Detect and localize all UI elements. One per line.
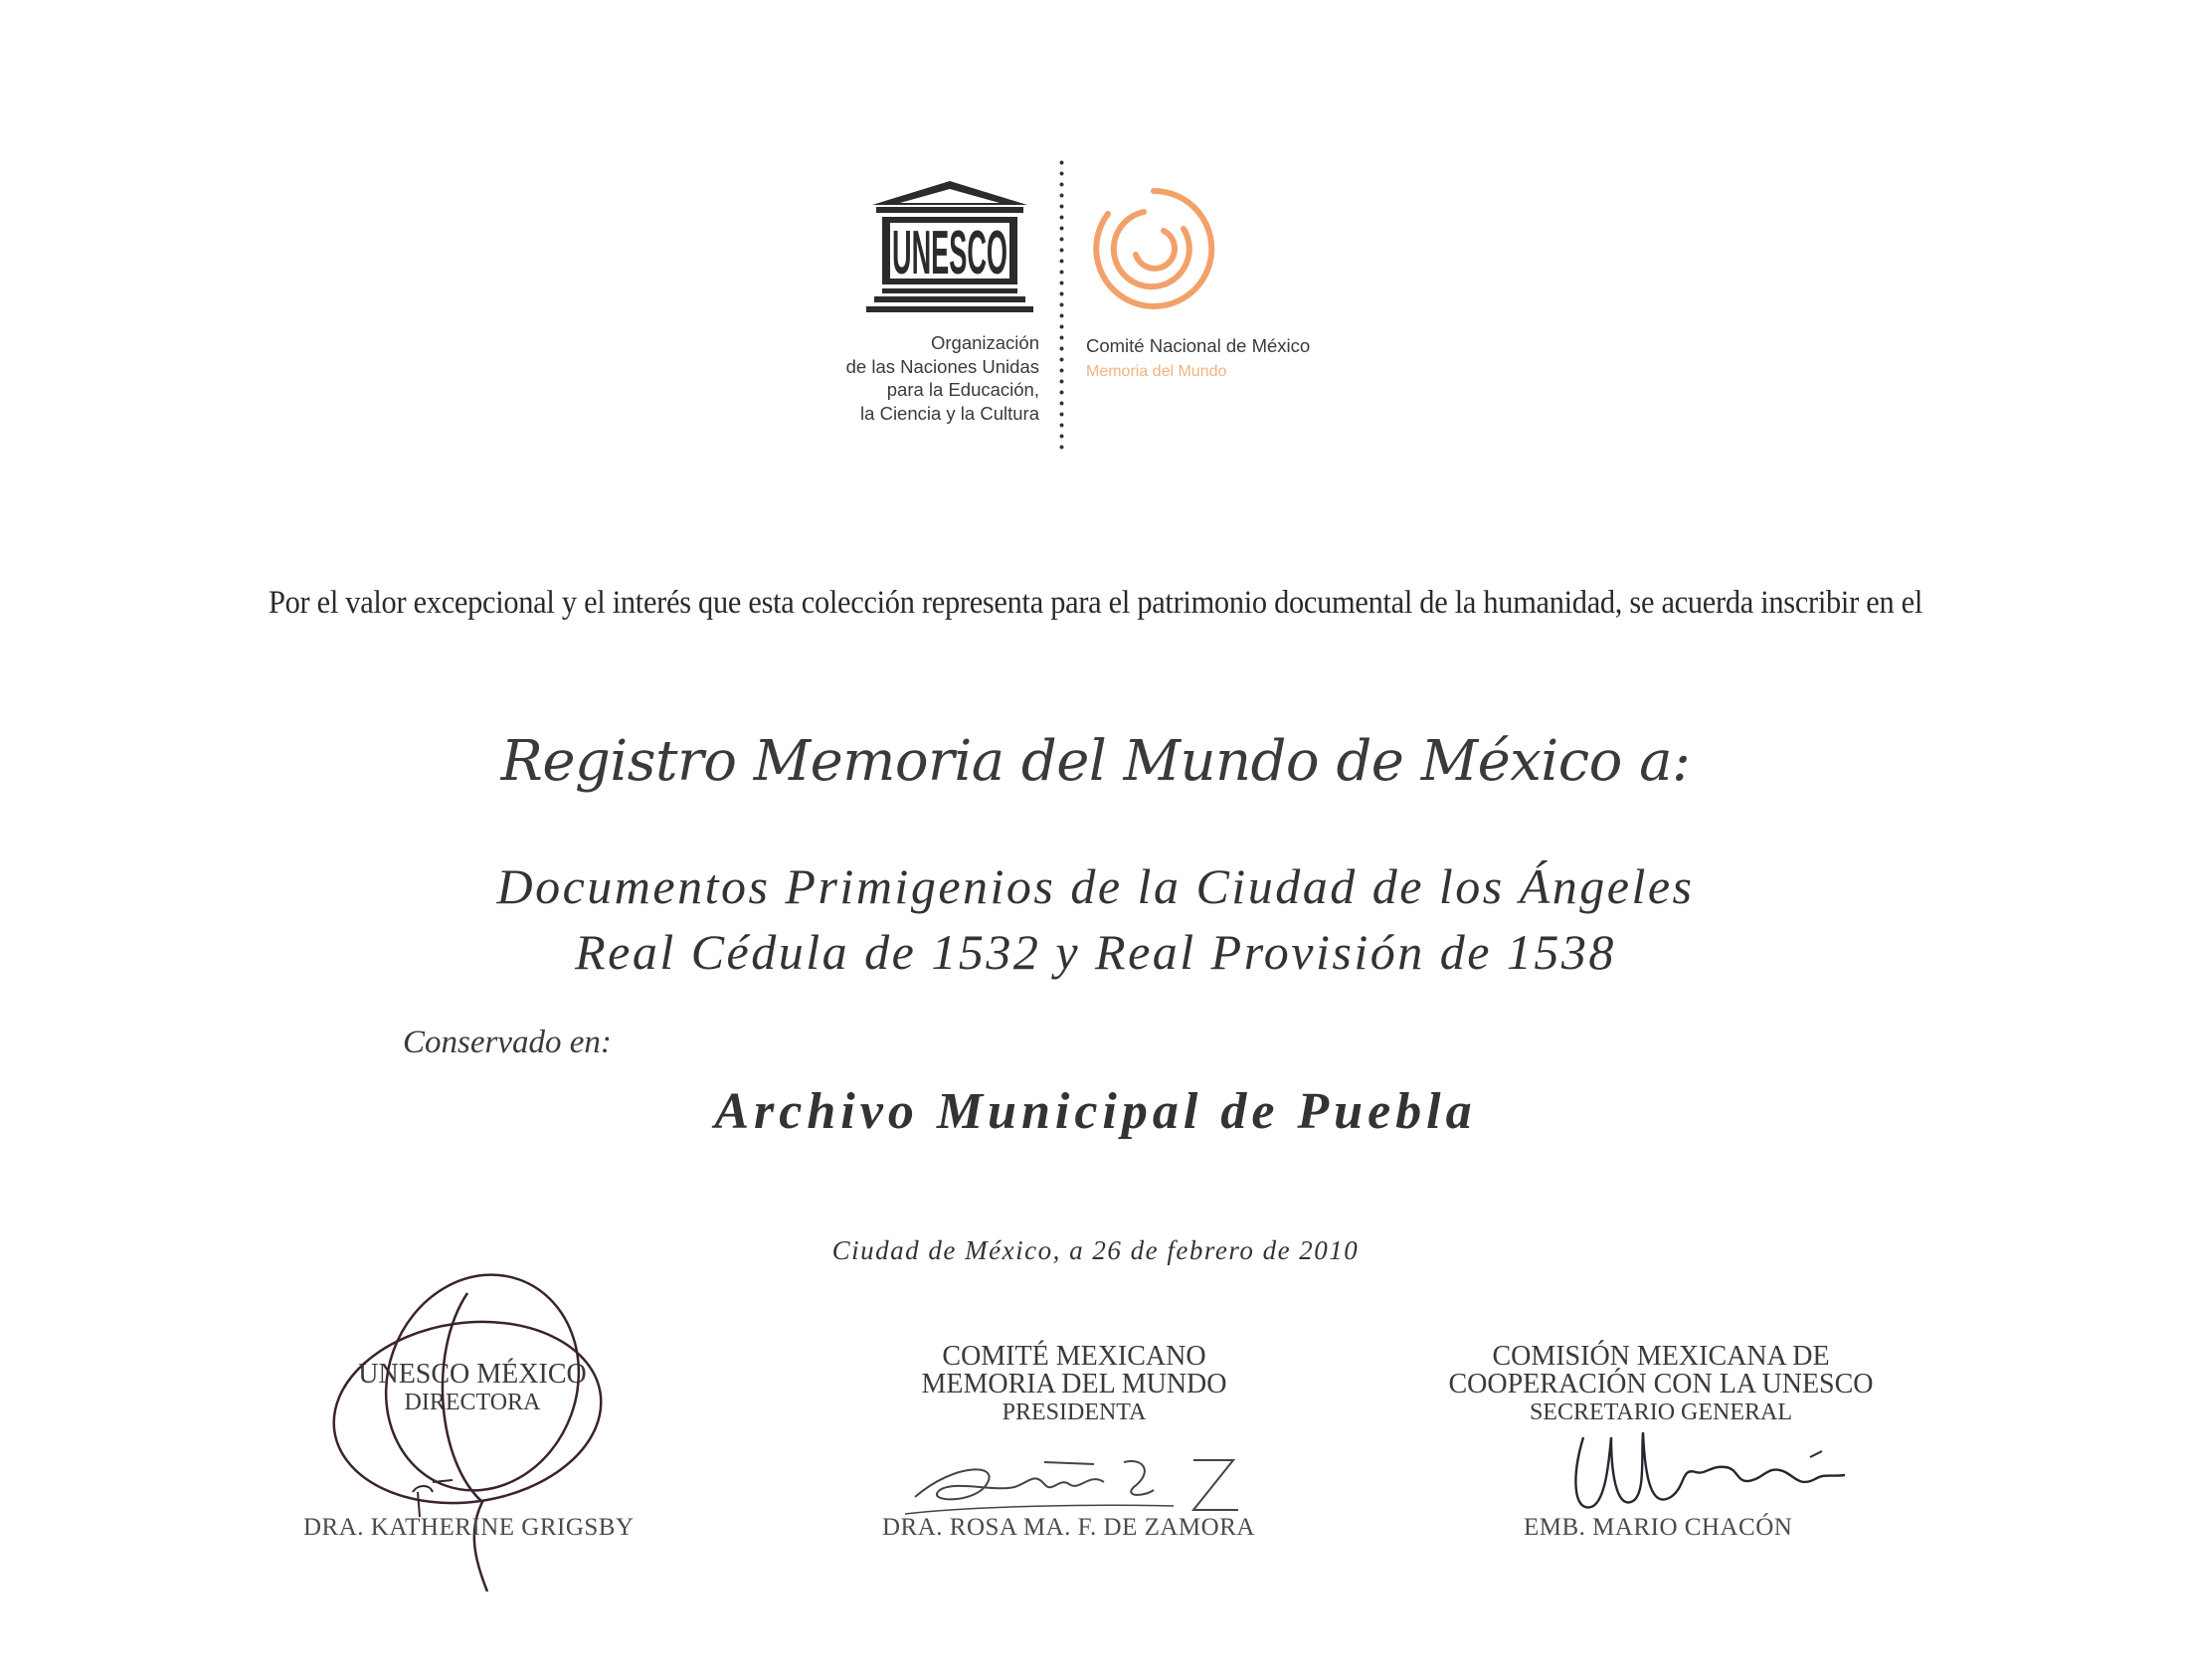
signatory-role: SECRETARIO GENERAL	[1529, 1400, 1793, 1425]
signatory-block-committee	[855, 1343, 1293, 1426]
intro-text: Por el valor excepcional y el interés que esta colección representa para el patrimonio documental de la humanidad, se acuerda inscribir en el	[268, 585, 1923, 621]
unesco-org-name	[756, 331, 1039, 425]
unesco-org-line: de las Naciones Unidas	[845, 355, 1039, 377]
signatory-block-commission	[1412, 1343, 1910, 1426]
signatory-org: MEMORIA DEL MUNDO	[921, 1369, 1227, 1400]
archive-name: Archivo Municipal de Puebla	[714, 1083, 1477, 1140]
handwritten-signature	[318, 1263, 617, 1601]
unesco-logo-text: UNESCO	[892, 219, 1007, 287]
committee-name: Comité Nacional de México	[1086, 335, 1311, 356]
unesco-org-line: para la Educación,	[886, 379, 1039, 400]
signatory-org: COMISIÓN MEXICANA DE	[1492, 1341, 1830, 1372]
committee-label	[1086, 333, 1310, 385]
dotted-separator	[1059, 157, 1064, 456]
signatory-org: UNESCO MÉXICO	[358, 1359, 587, 1390]
signatory-org: COOPERACIÓN CON LA UNESCO	[1448, 1369, 1874, 1400]
collection-line: Real Cédula de 1532 y Real Provisión de 1538	[575, 924, 1616, 980]
unesco-org-line: la Ciencia y la Cultura	[860, 402, 1039, 424]
signatory-org: COMITÉ MEXICANO	[942, 1341, 1206, 1372]
committee-subtitle: Memoria del Mundo	[1086, 363, 1227, 380]
date-line: Ciudad de México, a 26 de febrero de 2010	[831, 1235, 1360, 1265]
signatory-name: DRA. ROSA MA. F. DE ZAMORA	[882, 1514, 1255, 1541]
registry-title: Registro Memoria del Mundo de México a:	[500, 729, 1691, 794]
signatory-block-unesco	[338, 1361, 607, 1416]
handwritten-signature	[1561, 1417, 1860, 1527]
signatory-name: EMB. MARIO CHACÓN	[1524, 1514, 1793, 1541]
unesco-logo	[860, 177, 1039, 316]
signatory-role: DIRECTORA	[404, 1390, 541, 1415]
kept-label: Conservado en:	[403, 1025, 612, 1060]
collection-line: Documentos Primigenios de la Ciudad de los Ángeles	[496, 858, 1695, 914]
signatory-name: DRA. KATHERINE GRIGSBY	[303, 1514, 635, 1541]
unesco-org-line: Organización	[930, 332, 1039, 353]
collection-title	[0, 853, 2191, 985]
signatory-role: PRESIDENTA	[1002, 1400, 1147, 1425]
memoria-del-mundo-logo	[1084, 179, 1223, 318]
